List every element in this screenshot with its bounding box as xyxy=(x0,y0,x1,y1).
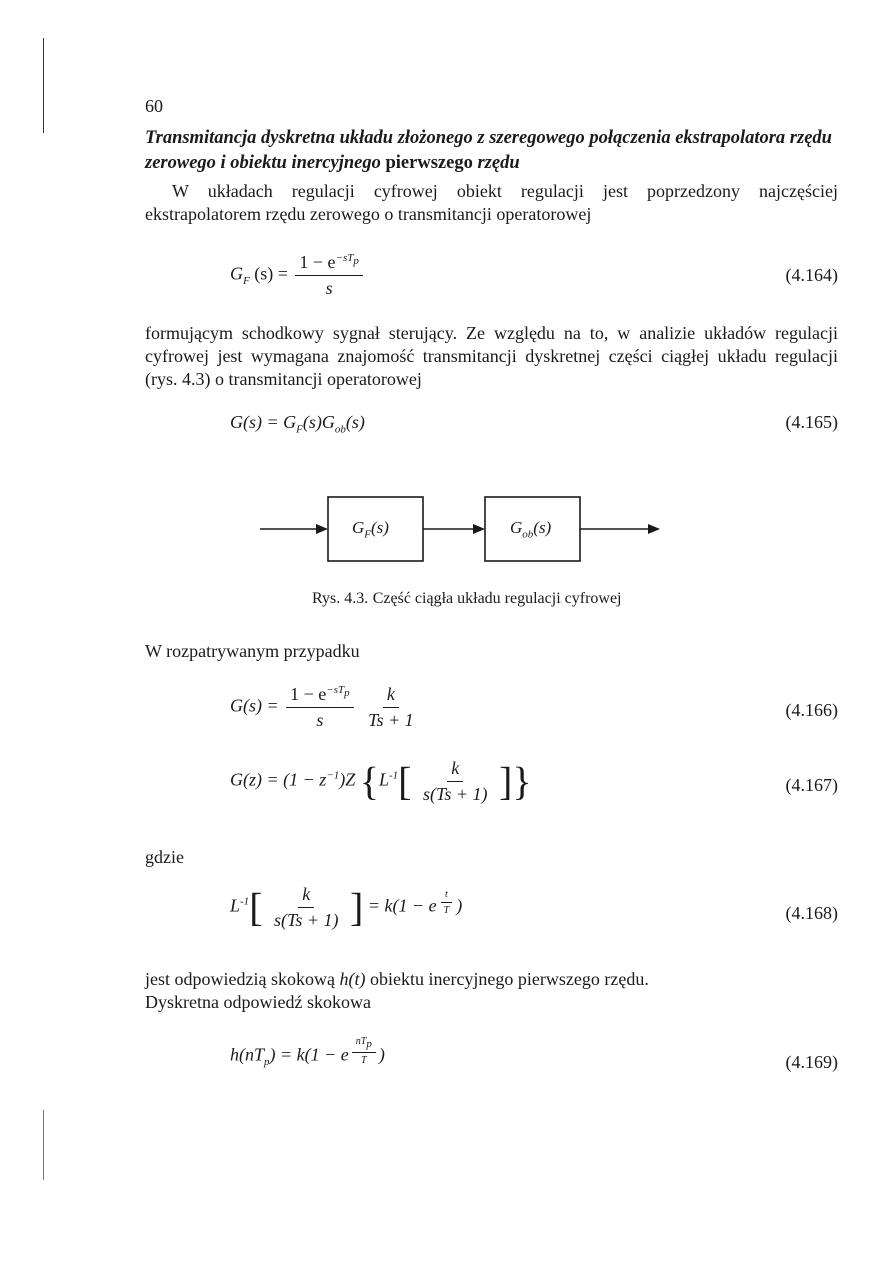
equation-4-164: $G_F$ (s) = $\frac{1 - e^{-sT_p}}{s}$ xyxy=(230,252,366,299)
equation-number: (4.164) xyxy=(785,265,838,285)
equation-4-169: $h(nT_p) = k(1 - e$ $^{\frac{nT_p}{T}}$ ) xyxy=(230,1036,385,1069)
equation-number: (4.168) xyxy=(785,903,838,923)
paragraph-1: W układach regulacji cyfrowej obiekt regulacji jest poprzedzony najczęściej ekstrapolatorem rzędu zerowego o transmitancji operatorowej xyxy=(145,181,838,224)
fraction: $\frac{k}{Ts + 1}$ xyxy=(368,684,414,730)
page-number: 60 xyxy=(145,96,163,116)
equation-4-166: G(s) = $\frac{1 - e^{-sT_p}}{s}$ $\frac{k}{Ts + 1}$ xyxy=(230,684,421,731)
block-diagram xyxy=(255,494,675,564)
figure-caption: Rys. 4.3. Część ciągła układu regulacji cyfrowej xyxy=(312,590,622,607)
scan-edge-line xyxy=(43,1110,44,1180)
heading-upright: pierwszego xyxy=(385,153,473,173)
fraction: $\frac{k}{s(Ts + 1)}$ xyxy=(422,758,488,804)
equation-4-165: $G(s) = G_F(s)G_{ob}(s)$ xyxy=(230,412,365,436)
equation-number: (4.167) xyxy=(785,775,838,795)
block2-label: $G_{ob}(s)$ xyxy=(510,518,552,541)
arrow-head xyxy=(648,524,660,534)
section-heading xyxy=(145,126,845,176)
block1-label: $G_F(s)$ xyxy=(352,518,389,541)
equation-4-167: $G(z) = (1 - z^{-1})Z$ {$L^{-1}$[ $\frac{k}{s(Ts + 1)}$ ]} xyxy=(230,758,532,804)
fraction: $\frac{k}{s(Ts + 1)}$ xyxy=(274,884,339,930)
equation-4-168: $L^{-1}$[ $\frac{k}{s(Ts + 1)}$ ] = k(1 − e $^{\frac{t}{T}}$ ) xyxy=(230,884,463,930)
paragraph-6: Dyskretna odpowiedź skokowa xyxy=(145,992,371,1012)
arrow-head xyxy=(316,524,328,534)
paragraph-4: gdzie xyxy=(145,847,184,867)
fraction: $\frac{1 - e^{-sT_p}}{s}$ xyxy=(295,252,362,299)
paragraph-5: jest odpowiedzią skokową h(t) obiektu inercyjnego pierwszego rzędu. xyxy=(145,969,649,989)
equation-number: (4.165) xyxy=(785,412,838,432)
heading-italic: Transmitancja dyskretna układu złożonego z szeregowego połączenia ekstrapolatora rzędu zerowego i obiektu inercyjnego xyxy=(145,128,832,173)
scan-edge-line xyxy=(43,38,44,133)
paragraph-2: formującym schodkowy sygnał sterujący. Ze względu na to, w analizie układów regulacji cyfrowej jest wymagana znajomość transmitancji dyskretnej części ciągłej układu regulacji (rys. 4.3) o transmitancji operatorowej xyxy=(145,323,838,389)
equation-number: (4.166) xyxy=(785,700,838,720)
equation-number: (4.169) xyxy=(785,1052,838,1072)
arrow-head xyxy=(473,524,485,534)
paragraph-3: W rozpatrywanym przypadku xyxy=(145,641,360,661)
heading-tail: rzędu xyxy=(477,153,520,173)
fraction: $\frac{1 - e^{-sT_p}}{s}$ xyxy=(286,684,353,731)
